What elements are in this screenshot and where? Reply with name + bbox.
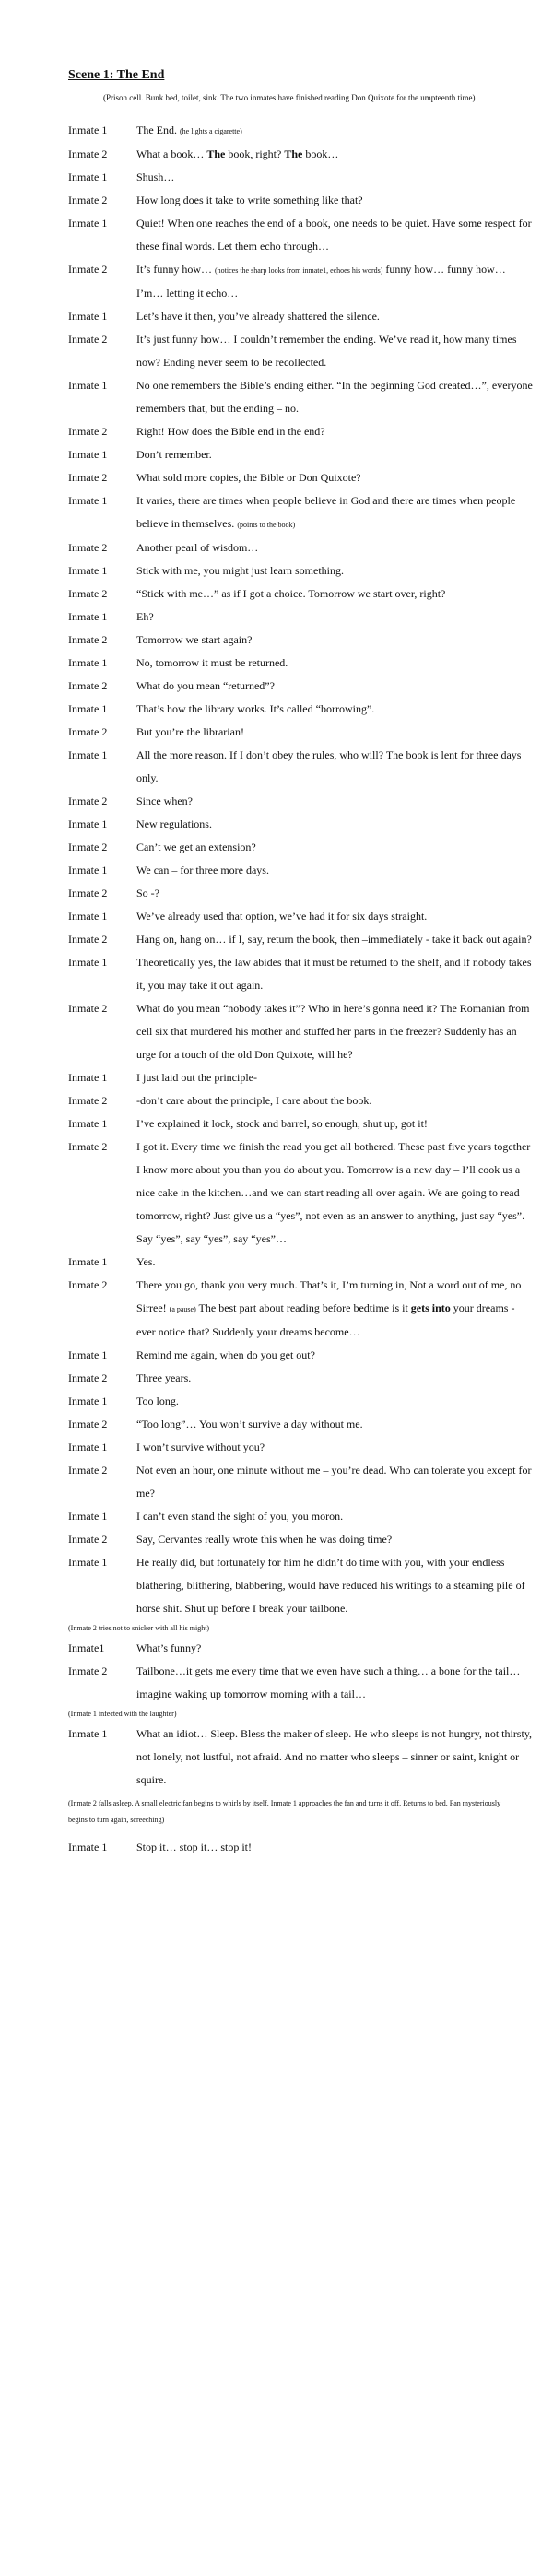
speaker-name: Inmate 2 xyxy=(68,1094,108,1107)
dialogue-line xyxy=(68,212,535,258)
dialogue-line xyxy=(68,698,535,721)
speaker-name: Inmate 1 xyxy=(68,171,108,183)
dialogue-line xyxy=(68,1459,535,1505)
dialogue-line xyxy=(68,721,535,744)
speaker-name: Inmate 2 xyxy=(68,1278,108,1291)
line-fragment: Yes. xyxy=(136,1255,156,1268)
stage-direction: (Inmate 2 falls asleep. A small electric fan begins to whirls by itself. Inmate 1 approaches the fan and turns it off. Returns to bed. Fan mysteriously begins to turn again, screeching) xyxy=(68,1799,501,1824)
speaker-name: Inmate 1 xyxy=(68,1510,108,1523)
line-fragment: No one remembers the Bible’s ending either. “In the beginning God created…”, everyone remembers that, but the ending – no. xyxy=(136,379,533,415)
line-text xyxy=(136,1528,535,1551)
line-fragment: New regulations. xyxy=(136,817,212,830)
line-text xyxy=(136,606,535,629)
line-text xyxy=(136,629,535,652)
speaker-name: Inmate 1 xyxy=(68,310,108,323)
line-text xyxy=(136,305,535,328)
dialogue-list xyxy=(68,119,535,1859)
line-text xyxy=(136,1274,535,1344)
line-fragment: Theoretically yes, the law abides that it must be returned to the shelf, and if nobody takes it, you may take it out again. xyxy=(136,956,532,992)
speaker-name: Inmate 2 xyxy=(68,333,108,346)
speaker-name: Inmate 1 xyxy=(68,1841,108,1853)
dialogue-line xyxy=(68,1836,535,1859)
dialogue-line xyxy=(68,882,535,905)
speaker-name: Inmate 2 xyxy=(68,1140,108,1153)
line-text xyxy=(136,1836,535,1859)
line-fragment: Shush… xyxy=(136,171,175,183)
speaker-name: Inmate 2 xyxy=(68,679,108,692)
stage-direction-inline: (he lights a cigarette) xyxy=(180,127,242,135)
speaker-name: Inmate 2 xyxy=(68,263,108,276)
speaker-name: Inmate 1 xyxy=(68,217,108,229)
speaker-name: Inmate 1 xyxy=(68,656,108,669)
speaker-name: Inmate 1 xyxy=(68,564,108,577)
speaker-name: Inmate 1 xyxy=(68,1441,108,1453)
line-text xyxy=(136,951,535,997)
line-fragment: your dreams - ever notice that? Suddenly your dreams become… xyxy=(136,1301,515,1338)
line-fragment: I’ve explained it lock, stock and barrel, so enough, shut up, got it! xyxy=(136,1117,428,1130)
line-fragment: What a book… xyxy=(136,147,207,160)
line-text xyxy=(136,1344,535,1367)
speaker-name: Inmate 1 xyxy=(68,956,108,969)
speaker-name: Inmate1 xyxy=(68,1641,105,1654)
speaker-name: Inmate 1 xyxy=(68,1348,108,1361)
line-fragment: Quiet! When one reaches the end of a book, one needs to be quiet. Have some respect for these final words. Let them echo through… xyxy=(136,217,532,253)
dialogue-line xyxy=(68,905,535,928)
line-text xyxy=(136,836,535,859)
line-fragment: That’s how the library works. It’s called “borrowing”. xyxy=(136,702,375,715)
dialogue-line xyxy=(68,1660,535,1706)
dialogue-line xyxy=(68,420,535,443)
speaker-name: Inmate 1 xyxy=(68,1255,108,1268)
speaker-name: Inmate 2 xyxy=(68,194,108,206)
dialogue-line xyxy=(68,1089,535,1112)
line-fragment: book, right? xyxy=(225,147,285,160)
line-text xyxy=(136,652,535,675)
dialogue-line xyxy=(68,1413,535,1436)
dialogue-line xyxy=(68,119,535,143)
line-fragment: Remind me again, when do you get out? xyxy=(136,1348,315,1361)
dialogue-line xyxy=(68,675,535,698)
line-text xyxy=(136,928,535,951)
line-fragment: Tomorrow we start again? xyxy=(136,633,253,646)
line-fragment: There you go, thank you very much. That’s it, I’m turning in, Not a word out of me, no Sirree! xyxy=(136,1278,522,1314)
line-text xyxy=(136,675,535,698)
line-text xyxy=(136,905,535,928)
line-fragment: It’s just funny how… I couldn’t remember the ending. We’ve read it, how many times now? Ending never seem to be recollected. xyxy=(136,333,517,369)
speaker-name: Inmate 1 xyxy=(68,1727,108,1740)
line-fragment: I won’t survive without you? xyxy=(136,1441,265,1453)
speaker-name: Inmate 2 xyxy=(68,841,108,853)
line-fragment: It’s funny how… xyxy=(136,263,215,276)
line-fragment: book… xyxy=(302,147,339,160)
speaker-name: Inmate 2 xyxy=(68,425,108,438)
speaker-name: Inmate 2 xyxy=(68,1464,108,1476)
line-fragment: All the more reason. If I don’t obey the rules, who will? The book is lent for three days only. xyxy=(136,748,522,784)
line-fragment: Three years. xyxy=(136,1371,192,1384)
speaker-name: Inmate 2 xyxy=(68,1417,108,1430)
line-text xyxy=(136,997,535,1066)
dialogue-line xyxy=(68,1367,535,1390)
line-text xyxy=(136,1459,535,1505)
dialogue-line xyxy=(68,328,535,374)
stage-direction: (Inmate 2 tries not to snicker with all his might) xyxy=(68,1624,210,1632)
line-text xyxy=(136,1066,535,1089)
speaker-name: Inmate 1 xyxy=(68,910,108,923)
line-fragment: I just laid out the principle- xyxy=(136,1071,257,1084)
line-fragment: Eh? xyxy=(136,610,154,623)
line-text xyxy=(136,1135,535,1251)
dialogue-line xyxy=(68,559,535,582)
line-text xyxy=(136,1723,535,1792)
dialogue-line xyxy=(68,305,535,328)
speaker-name: Inmate 1 xyxy=(68,817,108,830)
line-fragment: How long does it take to write something like that? xyxy=(136,194,363,206)
dialogue-line xyxy=(68,166,535,189)
line-text xyxy=(136,119,535,143)
dialogue-line xyxy=(68,744,535,790)
speaker-name: Inmate 1 xyxy=(68,379,108,392)
speaker-name: Inmate 1 xyxy=(68,1071,108,1084)
dialogue-line xyxy=(68,1637,535,1660)
speaker-name: Inmate 2 xyxy=(68,541,108,554)
line-fragment: Since when? xyxy=(136,794,193,807)
dialogue-line xyxy=(68,374,535,420)
line-text xyxy=(136,1436,535,1459)
line-text xyxy=(136,489,535,536)
line-text xyxy=(136,420,535,443)
line-fragment: Stop it… stop it… stop it! xyxy=(136,1841,253,1853)
speaker-name: Inmate 1 xyxy=(68,702,108,715)
line-text xyxy=(136,813,535,836)
line-text xyxy=(136,374,535,420)
line-fragment: “Stick with me…” as if I got a choice. Tomorrow we start over, right? xyxy=(136,587,446,600)
dialogue-line xyxy=(68,836,535,859)
line-fragment: Another pearl of wisdom… xyxy=(136,541,259,554)
dialogue-line xyxy=(68,997,535,1066)
line-fragment: But you’re the librarian! xyxy=(136,725,244,738)
line-text xyxy=(136,143,535,166)
line-text xyxy=(136,559,535,582)
speaker-name: Inmate 2 xyxy=(68,471,108,484)
line-fragment: The End. xyxy=(136,124,180,136)
line-text xyxy=(136,212,535,258)
speaker-name: Inmate 2 xyxy=(68,933,108,946)
dialogue-line xyxy=(68,1135,535,1251)
line-fragment: Tailbone…it gets me every time that we even have such a thing… a bone for the tail… imagine waking up tomorrow morning with a tail… xyxy=(136,1664,521,1700)
line-text xyxy=(136,1251,535,1274)
line-fragment: He really did, but fortunately for him he didn’t do time with you, with your endless blathering, blithering, blabbering, would have reduced his writings to a steaming pile of horse shit. Shut up before I break your tailbone. xyxy=(136,1556,525,1615)
line-text xyxy=(136,1551,535,1620)
line-fragment: Don’t remember. xyxy=(136,448,212,461)
emphasis: gets into xyxy=(410,1301,451,1314)
line-fragment: Say, Cervantes really wrote this when he was doing time? xyxy=(136,1533,393,1546)
speaker-name: Inmate 2 xyxy=(68,1664,108,1677)
line-fragment: Hang on, hang on… if I, say, return the book, then –immediately - take it back out again? xyxy=(136,933,532,946)
dialogue-line xyxy=(68,652,535,675)
stage-direction-inline: (a pause) xyxy=(169,1305,196,1313)
line-text xyxy=(136,744,535,790)
dialogue-line xyxy=(68,443,535,466)
dialogue-line xyxy=(68,606,535,629)
line-text xyxy=(136,859,535,882)
dialogue-line xyxy=(68,951,535,997)
speaker-name: Inmate 2 xyxy=(68,887,108,900)
dialogue-line xyxy=(68,1505,535,1528)
line-fragment: -don’t care about the principle, I care about the book. xyxy=(136,1094,372,1107)
stage-direction-inline: (points to the book) xyxy=(237,521,296,529)
stage-direction: (Inmate 1 infected with the laughter) xyxy=(68,1710,177,1718)
line-text xyxy=(136,1660,535,1706)
line-text xyxy=(136,790,535,813)
line-fragment: Too long. xyxy=(136,1394,179,1407)
speaker-name: Inmate 1 xyxy=(68,124,108,136)
line-fragment: What do you mean “nobody takes it”? Who in here’s gonna need it? The Romanian from cell six that murdered his mother and stuffed her parts in the freezer? Suddenly has an urge for a touch of the old Don Quixote, will he? xyxy=(136,1002,530,1061)
dialogue-line xyxy=(68,489,535,536)
dialogue-line xyxy=(68,1274,535,1344)
line-text xyxy=(136,882,535,905)
line-text xyxy=(136,1413,535,1436)
dialogue-line xyxy=(68,1112,535,1135)
speaker-name: Inmate 2 xyxy=(68,725,108,738)
dialogue-line xyxy=(68,1551,535,1620)
speaker-name: Inmate 1 xyxy=(68,1117,108,1130)
speaker-name: Inmate 2 xyxy=(68,1533,108,1546)
speaker-name: Inmate 2 xyxy=(68,147,108,160)
speaker-name: Inmate 1 xyxy=(68,448,108,461)
line-text xyxy=(136,1089,535,1112)
dialogue-line xyxy=(68,859,535,882)
emphasis: The xyxy=(206,147,226,160)
line-text xyxy=(136,1637,535,1660)
line-fragment: No, tomorrow it must be returned. xyxy=(136,656,288,669)
speaker-name: Inmate 1 xyxy=(68,610,108,623)
emphasis: The xyxy=(284,147,303,160)
speaker-name: Inmate 2 xyxy=(68,794,108,807)
line-fragment: What do you mean “returned”? xyxy=(136,679,275,692)
dialogue-line xyxy=(68,629,535,652)
dialogue-line xyxy=(68,813,535,836)
line-fragment: It varies, there are times when people believe in God and there are times when people believe in themselves. xyxy=(136,494,516,530)
dialogue-line xyxy=(68,466,535,489)
line-fragment: We can – for three more days. xyxy=(136,864,269,876)
line-text xyxy=(136,466,535,489)
line-fragment: What’s funny? xyxy=(136,1641,202,1654)
speaker-name: Inmate 2 xyxy=(68,633,108,646)
line-text xyxy=(136,166,535,189)
line-text xyxy=(136,582,535,606)
line-text xyxy=(136,1390,535,1413)
speaker-name: Inmate 1 xyxy=(68,1394,108,1407)
speaker-name: Inmate 2 xyxy=(68,587,108,600)
line-text xyxy=(136,1367,535,1390)
line-fragment: Right! How does the Bible end in the end? xyxy=(136,425,325,438)
dialogue-line xyxy=(68,582,535,606)
line-text xyxy=(136,1505,535,1528)
dialogue-line xyxy=(68,536,535,559)
line-fragment: Stick with me, you might just learn something. xyxy=(136,564,344,577)
line-fragment: What an idiot… Sleep. Bless the maker of sleep. He who sleeps is not hungry, not thirsty, not lonely, not lustful, not afraid. And no matter who sleeps – sinner or saint, knight or squire. xyxy=(136,1727,533,1786)
line-fragment: The best part about reading before bedtime is it xyxy=(195,1301,411,1314)
line-fragment: funny how… funny how… I’m… letting it echo… xyxy=(136,263,506,300)
dialogue-line xyxy=(68,1723,535,1792)
scene-title: Scene 1: The End xyxy=(68,68,165,82)
dialogue-line xyxy=(68,143,535,166)
line-fragment: Not even an hour, one minute without me – you’re dead. Who can tolerate you except for me? xyxy=(136,1464,532,1500)
line-text xyxy=(136,258,535,305)
line-text xyxy=(136,189,535,212)
line-fragment: I got it. Every time we finish the read you get all bothered. These past five years together I know more about you than you do about you. Tomorrow is a new day – I’ll cook us a nice cake in the kitchen…and we can start reading all over again. We are going to read tomorrow, right? Just give us a “yes”, not even as an answer to anything, just say “yes”. Say “yes”, say “yes”, say “yes”… xyxy=(136,1140,531,1245)
dialogue-line xyxy=(68,1066,535,1089)
line-fragment: We’ve already used that option, we’ve had it for six days straight. xyxy=(136,910,428,923)
dialogue-line xyxy=(68,790,535,813)
line-text xyxy=(136,328,535,374)
line-fragment: Can’t we get an extension? xyxy=(136,841,256,853)
dialogue-line xyxy=(68,258,535,305)
speaker-name: Inmate 1 xyxy=(68,864,108,876)
line-fragment: So -? xyxy=(136,887,159,900)
dialogue-line xyxy=(68,1390,535,1413)
dialogue-line xyxy=(68,1344,535,1367)
dialogue-line xyxy=(68,928,535,951)
dialogue-line xyxy=(68,1528,535,1551)
dialogue-line xyxy=(68,189,535,212)
line-fragment: Let’s have it then, you’ve already shattered the silence. xyxy=(136,310,380,323)
line-fragment: I can’t even stand the sight of you, you moron. xyxy=(136,1510,344,1523)
scene-setting: (Prison cell. Bunk bed, toilet, sink. The two inmates have finished reading Don Quixote for the umpteenth time) xyxy=(103,93,476,102)
dialogue-line xyxy=(68,1436,535,1459)
stage-direction-inline: (notices the sharp looks from inmate1, echoes his words) xyxy=(215,266,383,275)
speaker-name: Inmate 1 xyxy=(68,494,108,507)
dialogue-line xyxy=(68,1251,535,1274)
line-text xyxy=(136,698,535,721)
line-text xyxy=(136,1112,535,1135)
speaker-name: Inmate 2 xyxy=(68,1002,108,1015)
line-text xyxy=(136,721,535,744)
line-text xyxy=(136,536,535,559)
speaker-name: Inmate 1 xyxy=(68,1556,108,1569)
line-fragment: “Too long”… You won’t survive a day without me. xyxy=(136,1417,363,1430)
speaker-name: Inmate 1 xyxy=(68,748,108,761)
line-fragment: What sold more copies, the Bible or Don Quixote? xyxy=(136,471,361,484)
speaker-name: Inmate 2 xyxy=(68,1371,108,1384)
line-text xyxy=(136,443,535,466)
